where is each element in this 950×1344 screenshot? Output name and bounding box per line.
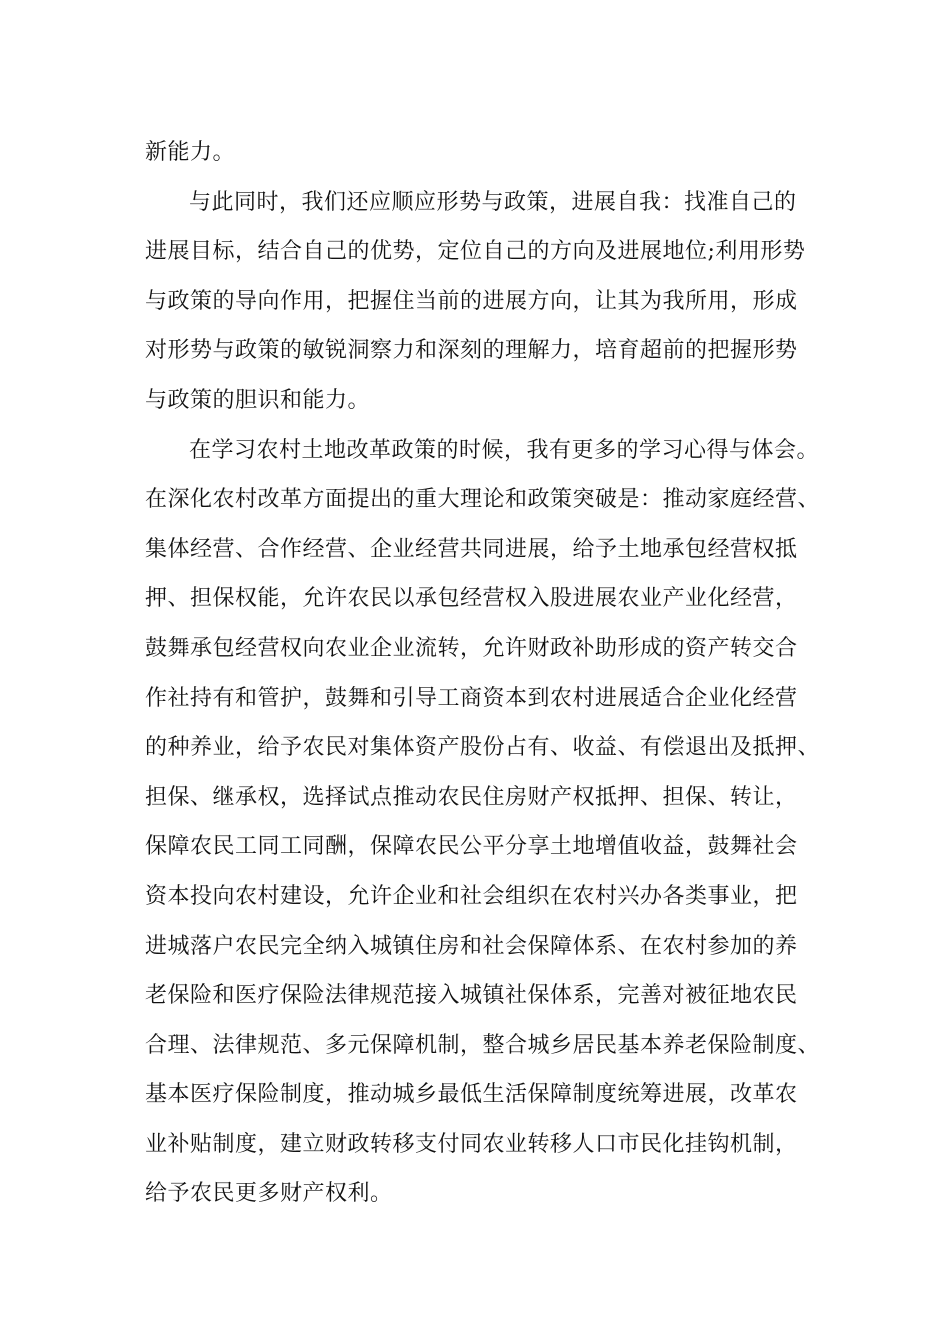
text-line: 与政策的导向作用，把握住当前的进展方向，让其为我所用，形成 bbox=[145, 288, 798, 314]
text-line: 鼓舞承包经营权向农业企业流转，允许财政补助形成的资产转交合 bbox=[145, 635, 798, 661]
text-line: 保障农民工同工同酬，保障农民公平分享土地增值收益，鼓舞社会 bbox=[145, 834, 798, 860]
text-line: 业补贴制度，建立财政转移支付同农业转移人口市民化挂钩机制， bbox=[145, 1131, 798, 1157]
text-line: 新能力。 bbox=[145, 140, 236, 165]
text-line: 押、担保权能，允许农民以承包经营权入股进展农业产业化经营， bbox=[145, 586, 798, 612]
text-line: 老保险和医疗保险法律规范接入城镇社保体系，完善对被征地农民 bbox=[145, 983, 798, 1009]
text-line: 在深化农村改革方面提出的重大理论和政策突破是：推动家庭经营、 bbox=[145, 487, 821, 513]
text-line: 进展目标，结合自己的优势，定位自己的方向及进展地位;利用形势 bbox=[145, 239, 806, 265]
text-line: 资本投向农村建设，允许企业和社会组织在农村兴办各类事业，把 bbox=[145, 883, 798, 909]
text-line: 与政策的胆识和能力。 bbox=[145, 387, 371, 413]
text-line: 作社持有和管护，鼓舞和引导工商资本到农村进展适合企业化经营 bbox=[145, 685, 798, 711]
text-line: 合理、法律规范、多元保障机制，整合城乡居民基本养老保险制度、 bbox=[145, 1032, 821, 1058]
text-line: 的种养业，给予农民对集体资产股份占有、收益、有偿退出及抵押、 bbox=[145, 735, 821, 761]
document-body bbox=[145, 128, 825, 1219]
text-line: 集体经营、合作经营、企业经营共同进展，给予土地承包经营权抵 bbox=[145, 536, 798, 562]
text-line: 基本医疗保险制度，推动城乡最低生活保障制度统筹进展，改革农 bbox=[145, 1082, 798, 1108]
text-line: 对形势与政策的敏锐洞察力和深刻的理解力，培育超前的把握形势 bbox=[145, 338, 798, 364]
text-line: 与此同时，我们还应顺应形势与政策，进展自我：找准自己的 bbox=[189, 189, 797, 215]
text-line: 进城落户农民完全纳入城镇住房和社会保障体系、在农村参加的养 bbox=[145, 933, 798, 959]
text-line: 给予农民更多财产权利。 bbox=[145, 1181, 393, 1207]
text-line: 在学习农村土地改革政策的时候，我有更多的学习心得与体会。 bbox=[189, 437, 820, 463]
text-line: 担保、继承权，选择试点推动农民住房财产权抵押、担保、转让， bbox=[145, 784, 798, 810]
